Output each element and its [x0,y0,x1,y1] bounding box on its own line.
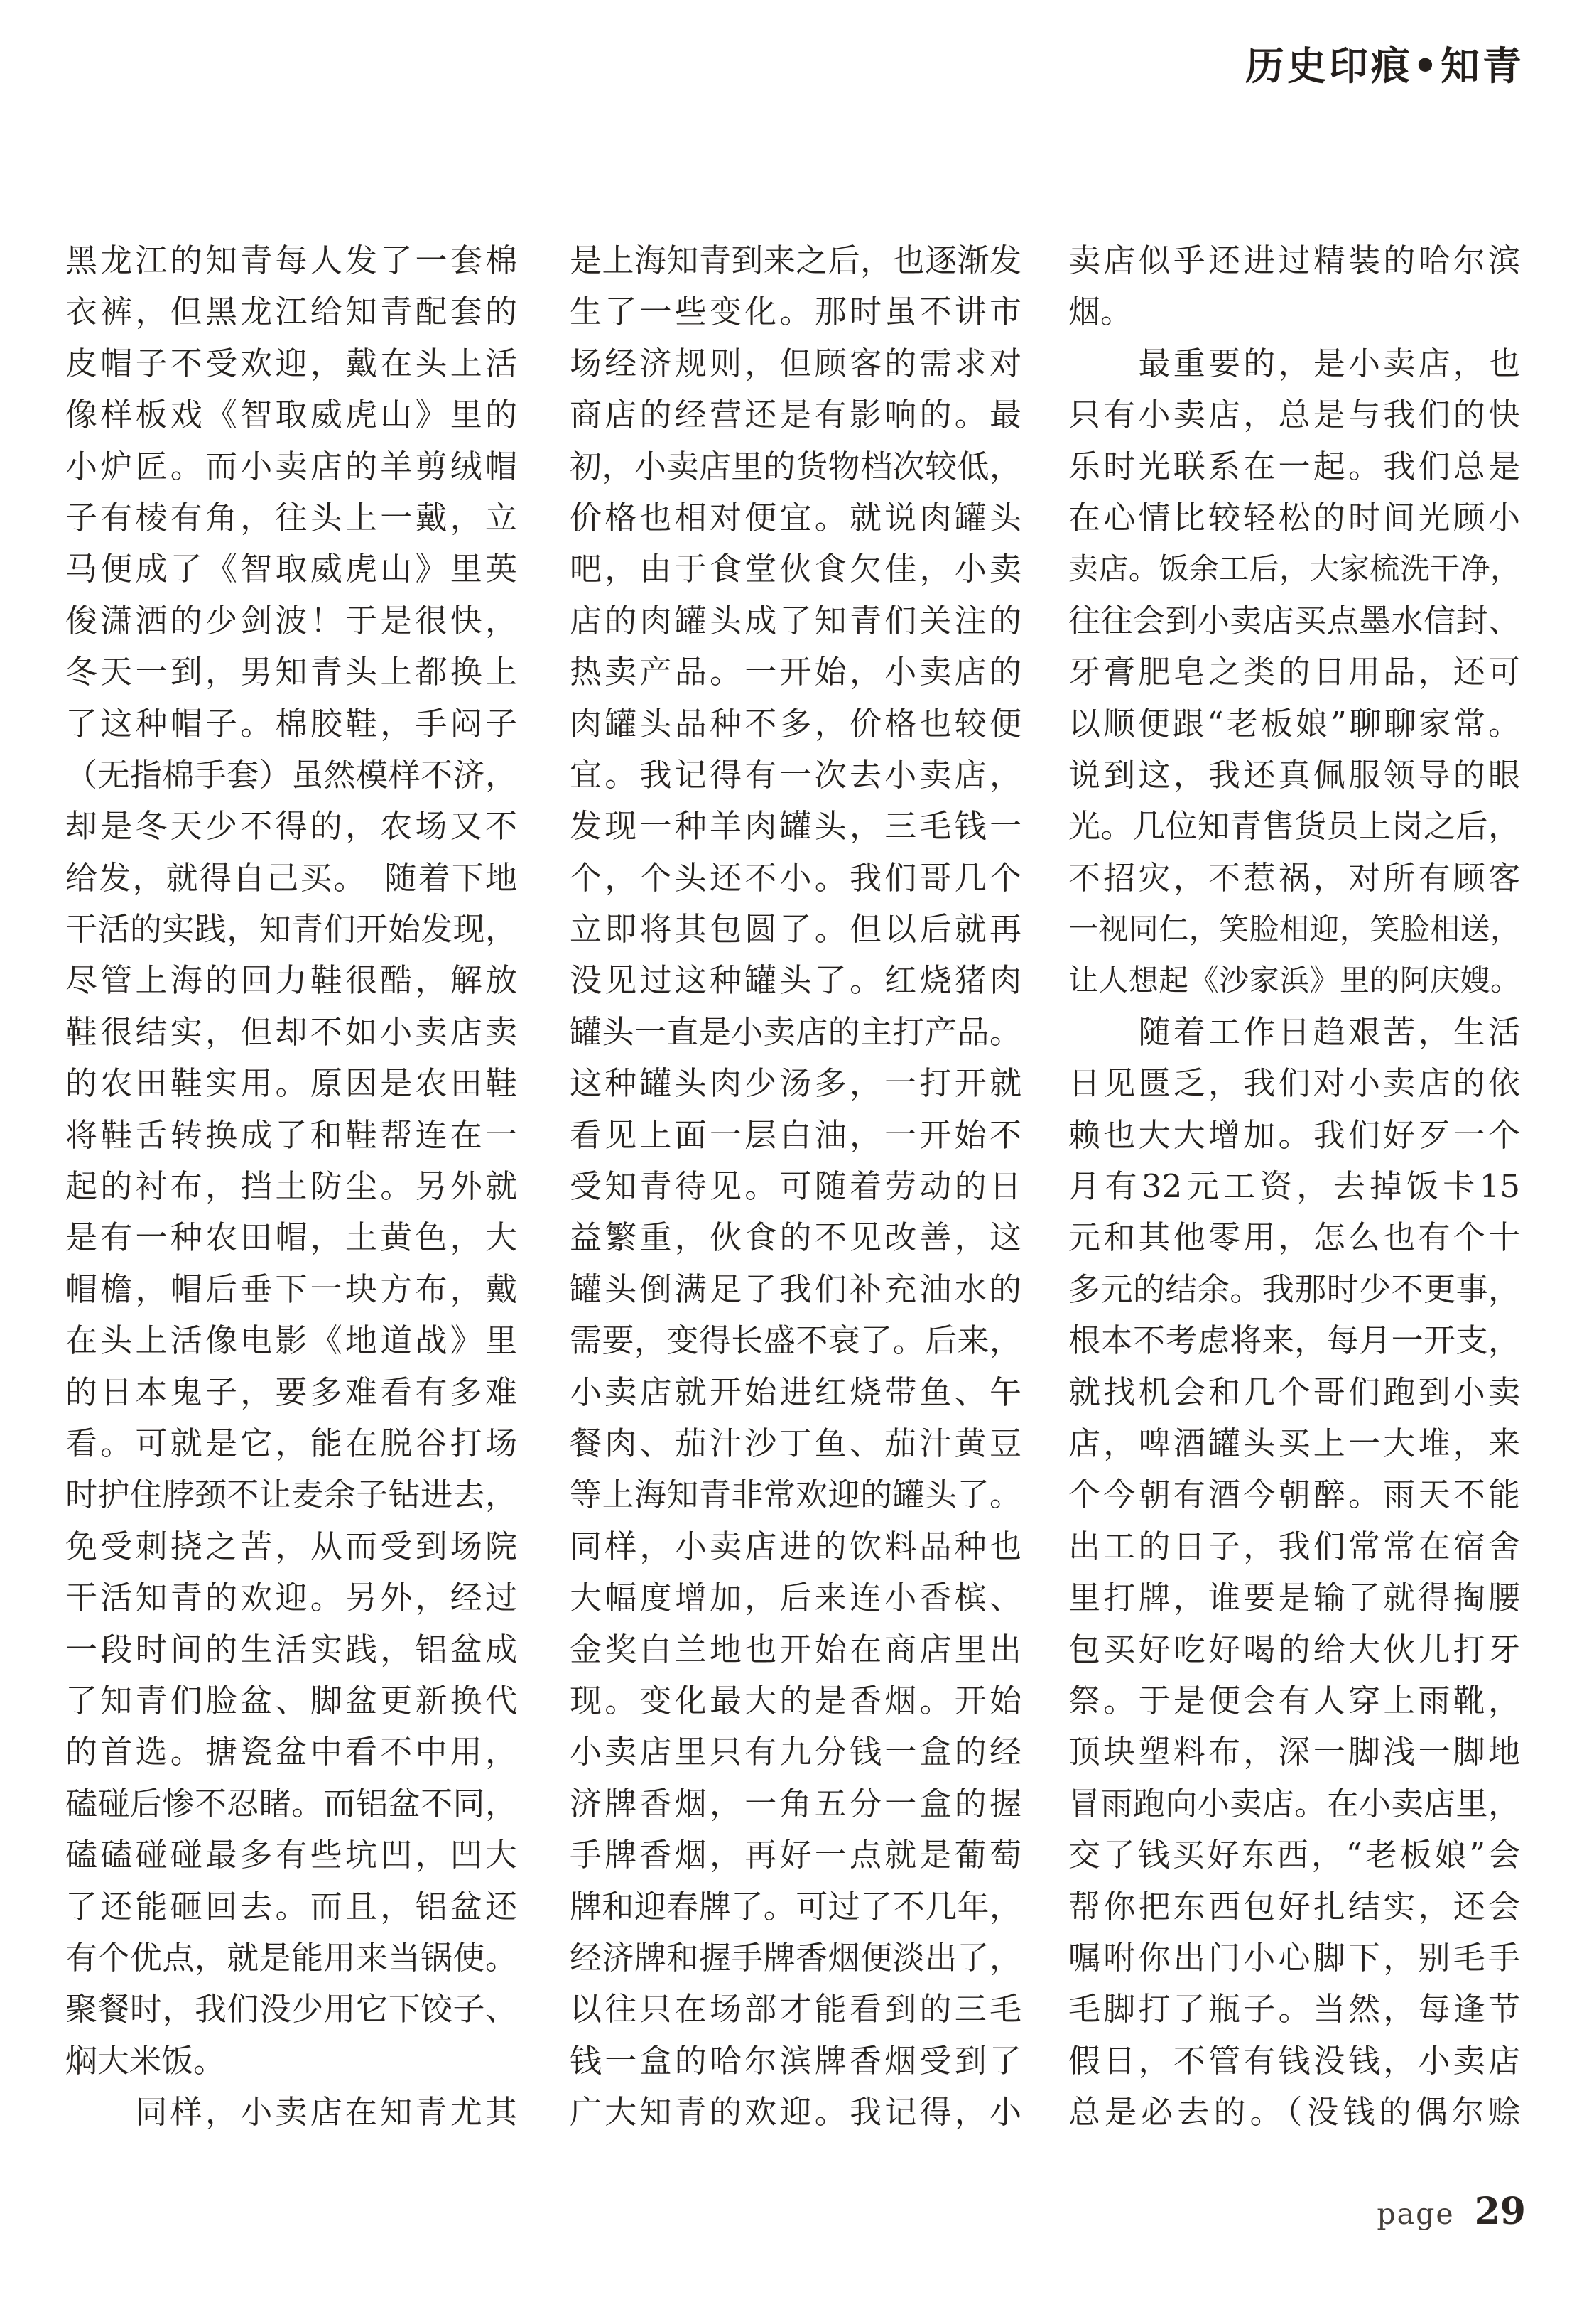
text-line: 没见过这种罐头了。红烧猪肉 [570,961,1021,1000]
text-line: 皮帽子不受欢迎，戴在头上活 [65,344,517,382]
text-line: 店的肉罐头成了知青们关注的 [570,601,1021,639]
text-line: 磕碰后惨不忍睹。而铝盆不同， [65,1784,517,1822]
text-column-2 [570,235,1021,2138]
text-line: 价格也相对便宜。就说肉罐头 [570,498,1021,536]
text-line: 有个优点，就是能用来当锅使。 [65,1938,517,1977]
text-line: 只有小卖店，总是与我们的快 [1068,396,1520,434]
text-line: 宜。我记得有一次去小卖店， [570,755,1021,794]
text-line: 免受刺挠之苦，从而受到场院 [65,1527,517,1565]
text-line: 交了钱买好东西，“老板娘”会 [1068,1836,1520,1874]
text-line: 牙膏肥皂之类的日用品，还可 [1068,653,1520,691]
text-line: 尽管上海的回力鞋很酷，解放 [65,961,517,1000]
text-line: 个，个头还不小。我们哥几个 [570,858,1021,897]
text-line: 钱一盒的哈尔滨牌香烟受到了 [570,2041,1021,2080]
text-line: 月有32元工资，去掉饭卡15 [1068,1167,1520,1206]
text-line: 以顺便跟“老板娘”聊聊家常。 [1068,704,1520,742]
text-line: 往往会到小卖店买点墨水信封、 [1068,601,1520,639]
text-line: 立即将其包圆了。但以后就再 [570,910,1021,948]
text-line: 最重要的，是小卖店，也 [1068,344,1520,382]
text-line: 将鞋舌转换成了和鞋帮连在一 [65,1115,517,1154]
text-line: 却是冬天少不得的，农场又不 [65,807,517,845]
text-line: 俊潇洒的少剑波！于是很快， [65,601,517,639]
text-line: 赖也大大增加。我们好歹一个 [1068,1115,1520,1154]
text-line: 卖店。饭余工后，大家梳洗干净， [1068,551,1520,587]
text-line: 受知青待见。可随着劳动的日 [570,1167,1021,1206]
text-line: 经济牌和握手牌香烟便淡出了， [570,1938,1021,1977]
text-line: 同样，小卖店在知青尤其 [65,2093,517,2131]
text-line: 日见匮乏，我们对小卖店的依 [1068,1064,1520,1103]
text-line: 一段时间的生活实践，铝盆成 [65,1630,517,1668]
text-line: 了还能砸回去。而且，铝盆还 [65,1887,517,1925]
text-line: 光。几位知青售货员上岗之后， [1068,807,1520,845]
text-line: 总是必去的。（没钱的偶尔赊 [1068,2093,1520,2131]
text-line: 等上海知青非常欢迎的罐头了。 [570,1476,1021,1514]
text-line: 毛脚打了瓶子。当然，每逢节 [1068,1990,1520,2028]
text-line: 冒雨跑向小卖店。在小卖店里， [1068,1784,1520,1822]
text-line: 吧，由于食堂伙食欠佳，小卖 [570,550,1021,588]
text-line: 了这种帽子。棉胶鞋，手闷子 [65,704,517,742]
text-line: 起的衬布，挡土防尘。另外就 [65,1167,517,1206]
text-line: 黑龙江的知青每人发了一套棉 [65,242,517,279]
text-line: 小卖店就开始进红烧带鱼、午 [570,1373,1021,1411]
text-line: 的首选。搪瓷盆中看不中用， [65,1733,517,1771]
text-line: 牌和迎春牌了。可过了不几年， [570,1887,1021,1925]
text-line: 商店的经营还是有影响的。最 [570,396,1021,434]
text-line: 罐头倒满足了我们补充油水的 [570,1270,1021,1308]
text-line: 店，啤酒罐头买上一大堆，来 [1068,1424,1520,1462]
text-line: 子有棱有角，往头上一戴，立 [65,498,517,536]
text-line: 餐肉、茄汁沙丁鱼、茄汁黄豆 [570,1424,1021,1462]
text-line: 嘱咐你出门小心脚下，别毛手 [1068,1938,1520,1977]
text-line: 初，小卖店里的货物档次较低， [570,447,1021,485]
text-line: 给发，就得自己买。 随着下地 [65,858,517,897]
text-line: 发现一种羊肉罐头，三毛钱一 [570,807,1021,845]
text-line: 热卖产品。一开始，小卖店的 [570,653,1021,691]
text-line: 罐头一直是小卖店的主打产品。 [570,1012,1021,1051]
text-line: 鞋很结实，但却不如小卖店卖 [65,1012,517,1051]
text-line: 是有一种农田帽，土黄色，大 [65,1218,517,1257]
text-line: 卖店似乎还进过精装的哈尔滨 [1068,242,1520,279]
text-line: 手牌香烟，再好一点就是葡萄 [570,1836,1021,1874]
text-line: 包买好吃好喝的给大伙儿打牙 [1068,1630,1520,1668]
text-line: 这种罐头肉少汤多，一打开就 [570,1064,1021,1103]
text-line: 里打牌，谁要是输了就得掏腰 [1068,1579,1520,1617]
text-line: 小炉匠。而小卖店的羊剪绒帽 [65,447,517,485]
text-line: 顶块塑料布，深一脚浅一脚地 [1068,1733,1520,1771]
text-line: 广大知青的欢迎。我记得，小 [570,2093,1021,2131]
text-line: 是上海知青到来之后，也逐渐发 [570,242,1021,279]
text-line: 的农田鞋实用。原因是农田鞋 [65,1064,517,1103]
text-line: 说到这，我还真佩服领导的眼 [1068,755,1520,794]
text-line: 聚餐时，我们没少用它下饺子、 [65,1990,517,2028]
section-header: 历史印痕•知青 [1245,43,1524,89]
text-line: 出工的日子，我们常常在宿舍 [1068,1527,1520,1565]
text-line: 焖大米饭。 [65,2041,226,2080]
text-line: 一视同仁，笑脸相迎，笑脸相送， [1068,912,1520,947]
text-line: 大幅度增加，后来连小香槟、 [570,1579,1021,1617]
text-line: 以往只在场部才能看到的三毛 [570,1990,1021,2028]
text-line: 磕磕碰碰最多有些坑凹，凹大 [65,1836,517,1874]
text-line: 益繁重，伙食的不见改善，这 [570,1218,1021,1257]
text-line: 金奖白兰地也开始在商店里出 [570,1630,1021,1668]
text-line: 看见上面一层白油，一开始不 [570,1115,1021,1154]
text-line: 干活知青的欢迎。另外，经过 [65,1579,517,1617]
text-line: 元和其他零用，怎么也有个十 [1068,1218,1520,1257]
text-line: 随着工作日趋艰苦，生活 [1068,1012,1520,1051]
text-line: 时护住脖颈不让麦余子钻进去， [65,1476,517,1514]
text-line: 在心情比较轻松的时间光顾小 [1068,498,1520,536]
text-line: （无指棉手套）虽然模样不济， [65,755,517,794]
page-footer [1377,2190,1526,2233]
text-line: 帮你把东西包好扎结实，还会 [1068,1887,1520,1925]
text-line: 帽檐，帽后垂下一块方布，戴 [65,1270,517,1308]
text-line: 冬天一到，男知青头上都换上 [65,653,517,691]
text-line: 多元的结余。我那时少不更事， [1068,1270,1520,1308]
text-line: 衣裤，但黑龙江给知青配套的 [65,293,517,331]
text-line: 在头上活像电影《地道战》里 [65,1322,517,1360]
text-line: 假日，不管有钱没钱，小卖店 [1068,2041,1520,2080]
text-line: 根本不考虑将来，每月一开支， [1068,1322,1520,1360]
text-line: 就找机会和几个哥们跑到小卖 [1068,1373,1520,1411]
text-line: 让人想起《沙家浜》里的阿庆嫂。 [1068,963,1520,998]
text-line: 不招灾，不惹祸，对所有顾客 [1068,858,1520,897]
text-line: 济牌香烟，一角五分一盒的握 [570,1784,1021,1822]
text-column-3 [1068,235,1520,2138]
page-label: page [1377,2197,1455,2231]
text-line: 乐时光联系在一起。我们总是 [1068,447,1520,485]
text-column-1 [65,235,517,2138]
text-line: 像样板戏《智取威虎山》里的 [65,396,517,434]
text-line: 了知青们脸盆、脚盆更新换代 [65,1681,517,1719]
text-line: 干活的实践，知青们开始发现， [65,910,517,948]
text-line: 同样，小卖店进的饮料品种也 [570,1527,1021,1565]
text-line: 马便成了《智取威虎山》里英 [65,550,517,588]
text-line: 祭。于是便会有人穿上雨靴， [1068,1681,1520,1719]
text-line: 个今朝有酒今朝醉。雨天不能 [1068,1476,1520,1514]
text-line: 需要，变得长盛不衰了。后来， [570,1322,1021,1360]
text-line: 烟。 [1068,293,1133,331]
text-line: 看。可就是它，能在脱谷打场 [65,1424,517,1462]
text-line: 生了一些变化。那时虽不讲市 [570,293,1021,331]
page-number: 29 [1474,2190,1526,2233]
text-line: 现。变化最大的是香烟。开始 [570,1681,1021,1719]
text-line: 场经济规则，但顾客的需求对 [570,344,1021,382]
text-line: 小卖店里只有九分钱一盒的经 [570,1733,1021,1771]
text-line: 的日本鬼子，要多难看有多难 [65,1373,517,1411]
text-line: 肉罐头品种不多，价格也较便 [570,704,1021,742]
